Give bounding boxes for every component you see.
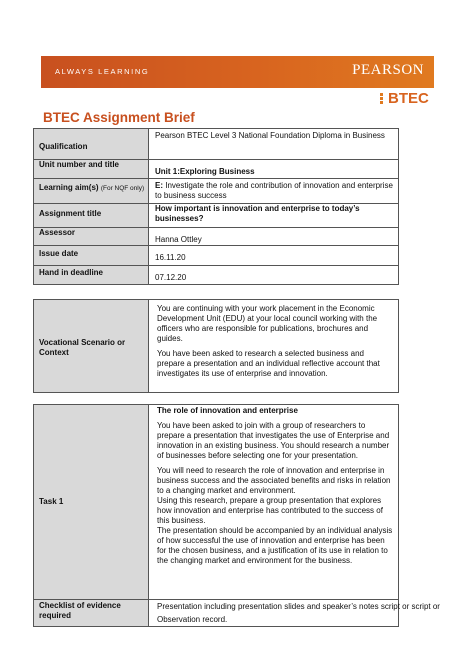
task-paragraph-2: You will need to research the role of innovation and enterprise in business success and the associated benefits and risks in relation to a changing market and environment. xyxy=(157,466,391,495)
task-paragraph-1: You have been asked to join with a group of researchers to prepare a presentation that investigates the use of Enterprise and innovation in an existing business. You should research a number of businesses before selecting one for your presentation. xyxy=(157,421,390,460)
learning-aims-label-text: Learning aim(s) xyxy=(39,183,99,192)
assignment-title-label: Assignment title xyxy=(39,209,102,218)
unit-value: Unit 1:Exploring Business xyxy=(155,167,255,176)
scenario-label: Vocational Scenario or Context xyxy=(39,338,126,357)
learning-aims-label xyxy=(39,183,147,194)
task-table xyxy=(33,404,440,627)
issue-date-label: Issue date xyxy=(39,249,79,258)
pearson-logo: PEARSON xyxy=(352,62,424,78)
btec-dots-icon xyxy=(380,93,388,105)
task-label: Task 1 xyxy=(39,497,64,506)
hand-in-deadline-value: 07.12.20 xyxy=(155,273,187,282)
checklist-item: Observation record. xyxy=(157,615,228,624)
btec-logo-text: BTEC xyxy=(388,90,429,107)
checklist-label: Checklist of evidence required xyxy=(39,601,121,620)
scenario-paragraph: You have been asked to research a selected business and prepare a presentation and an individual reflective account that investigates its use of enterprise and innovation. xyxy=(157,349,380,378)
learning-aim-text: Investigate the role and contribution of innovation and enterprise to business success xyxy=(155,181,393,200)
document-title: BTEC Assignment Brief xyxy=(43,110,195,125)
assessor-label: Assessor xyxy=(39,228,76,237)
learning-aim-letter: E: xyxy=(155,181,163,190)
checklist-body xyxy=(157,602,440,625)
scenario-paragraph: You are continuing with your work placement in the Economic Development Unit (EDU) at your local council working with the officers who are responsible for publications, brochures and guides. xyxy=(157,304,378,343)
learning-aims-label-note: (For NQF only) xyxy=(100,185,145,192)
hand-in-deadline-label: Hand in deadline xyxy=(39,268,104,277)
task-heading: The role of innovation and enterprise xyxy=(157,406,298,415)
task-body xyxy=(157,406,393,571)
banner-tagline: ALWAYS LEARNING xyxy=(55,67,150,76)
scenario-table xyxy=(33,299,399,393)
issue-date-value: 16.11.20 xyxy=(155,253,186,262)
learning-aims-value xyxy=(155,181,395,201)
unit-label: Unit number and title xyxy=(39,160,119,169)
qualification-value: Pearson BTEC Level 3 National Foundation Diploma in Business xyxy=(155,131,385,140)
pearson-banner xyxy=(41,56,434,88)
assignment-title-value: How important is innovation and enterprise to today’s businesses? xyxy=(155,204,360,223)
scenario-body xyxy=(157,304,389,384)
qualification-label: Qualification xyxy=(39,142,88,151)
task-paragraph-3: Using this research, prepare a group presentation that explores how innovation and enterprise has contributed to the success of this business. xyxy=(157,496,383,525)
checklist-item: Presentation including presentation slides and speaker’s notes script or script or xyxy=(157,602,440,611)
assessor-value: Hanna Ottley xyxy=(155,235,202,244)
btec-logo xyxy=(380,90,432,108)
task-paragraph-4: The presentation should be accompanied by an individual analysis of how successful the use of innovation and enterprise has been for the chosen business, and a justification of its use in relation to the changing market and environment for the business. xyxy=(157,526,393,565)
brief-table xyxy=(33,128,399,285)
